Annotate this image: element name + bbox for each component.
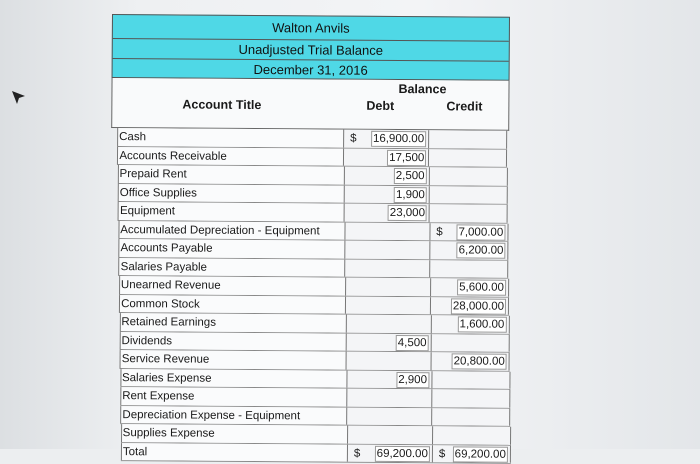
credit-value: 69,200.00: [453, 446, 508, 462]
debit-cell: [345, 315, 430, 333]
total-row: [121, 443, 511, 464]
credit-cell: [431, 352, 510, 370]
account-title-cell: Rent Expense: [120, 387, 346, 406]
report-date: December 31, 2016: [113, 58, 509, 81]
credit-value: 5,600.00: [457, 279, 506, 295]
debit-cell: [345, 259, 430, 277]
dollar-sign: $: [438, 447, 446, 460]
debit-cell: [347, 444, 432, 462]
credit-cell: [431, 389, 510, 407]
dollar-sign: $: [350, 132, 357, 145]
credit-cell: [430, 278, 509, 296]
credit-cell: [431, 408, 510, 426]
account-title-cell: Accumulated Depreciation - Equipment: [118, 221, 344, 240]
credit-value: 7,000.00: [456, 224, 505, 240]
credit-cell: [428, 130, 507, 148]
account-title-cell: Unearned Revenue: [119, 276, 345, 295]
debit-cell: [345, 333, 430, 351]
report-name: Unadjusted Trial Balance: [113, 38, 509, 61]
debit-cell: [347, 426, 432, 444]
debit-value: 23,000: [388, 205, 427, 221]
credit-cell: [429, 204, 508, 222]
report-title-block: [112, 14, 510, 81]
account-title-cell: Retained Earnings: [119, 313, 345, 332]
account-title-cell: Supplies Expense: [121, 424, 347, 443]
debit-value: 2,500: [394, 168, 427, 184]
debit-value: 4,500: [396, 334, 429, 350]
credit-cell: [432, 445, 511, 463]
account-title-cell: Accounts Receivable: [117, 147, 343, 166]
account-title-cell: Salaries Payable: [119, 258, 345, 277]
account-title-cell: Service Revenue: [120, 350, 346, 369]
credit-cell: [430, 334, 509, 352]
balance-header: Balance: [398, 82, 447, 97]
debit-value: 69,200.00: [375, 445, 430, 461]
company-name: Walton Anvils: [272, 20, 350, 36]
account-title-cell: Total: [121, 443, 347, 462]
dollar-sign: $: [436, 225, 443, 238]
credit-cell: [429, 241, 508, 259]
debit-cell: [346, 352, 431, 370]
account-title-cell: Salaries Expense: [120, 369, 346, 388]
debit-cell: [344, 241, 429, 259]
account-title-cell: Depreciation Expense - Equipment: [120, 406, 346, 425]
trial-balance-sheet: [109, 14, 510, 461]
account-title-cell: Accounts Payable: [118, 239, 344, 258]
debit-value: 16,900.00: [371, 131, 426, 147]
account-title-header: Account Title: [182, 97, 262, 113]
credit-cell: [430, 260, 509, 278]
credit-value: 28,000.00: [451, 298, 506, 314]
debit-cell: [346, 407, 431, 425]
account-title-cell: Cash: [117, 128, 343, 147]
debit-cell: [343, 148, 428, 166]
account-title-cell: Common Stock: [119, 295, 345, 314]
credit-header: Credit: [446, 99, 483, 114]
debit-cell: [346, 370, 431, 388]
debit-cell: [345, 278, 430, 296]
debit-cell: [344, 167, 429, 185]
credit-value: 1,600.00: [458, 316, 507, 332]
debit-value: 1,900: [394, 186, 427, 202]
credit-cell: [430, 315, 509, 333]
dollar-sign: $: [353, 447, 361, 460]
credit-cell: [429, 167, 508, 185]
credit-cell: [429, 186, 508, 204]
debit-cell: [344, 185, 429, 203]
debit-cell: [344, 204, 429, 222]
debit-header: Debt: [366, 98, 395, 113]
account-title-cell: Equipment: [118, 202, 344, 221]
credit-cell: [432, 426, 511, 444]
credit-cell: [431, 371, 510, 389]
debit-cell: [344, 222, 429, 240]
account-title-cell: Prepaid Rent: [118, 165, 344, 184]
credit-value: 20,800.00: [452, 353, 507, 369]
credit-cell: [429, 223, 508, 241]
credit-cell: [428, 149, 507, 167]
credit-value: 6,200.00: [457, 242, 506, 258]
debit-cell: [343, 130, 428, 148]
account-title-cell: Office Supplies: [118, 184, 344, 203]
debit-cell: [345, 296, 430, 314]
debit-cell: [346, 389, 431, 407]
debit-value: 17,500: [387, 149, 426, 165]
credit-cell: [430, 297, 509, 315]
column-header-block: [111, 78, 509, 131]
debit-value: 2,900: [396, 371, 429, 387]
mouse-pointer-icon: [10, 88, 28, 106]
account-title-cell: Dividends: [120, 332, 346, 351]
